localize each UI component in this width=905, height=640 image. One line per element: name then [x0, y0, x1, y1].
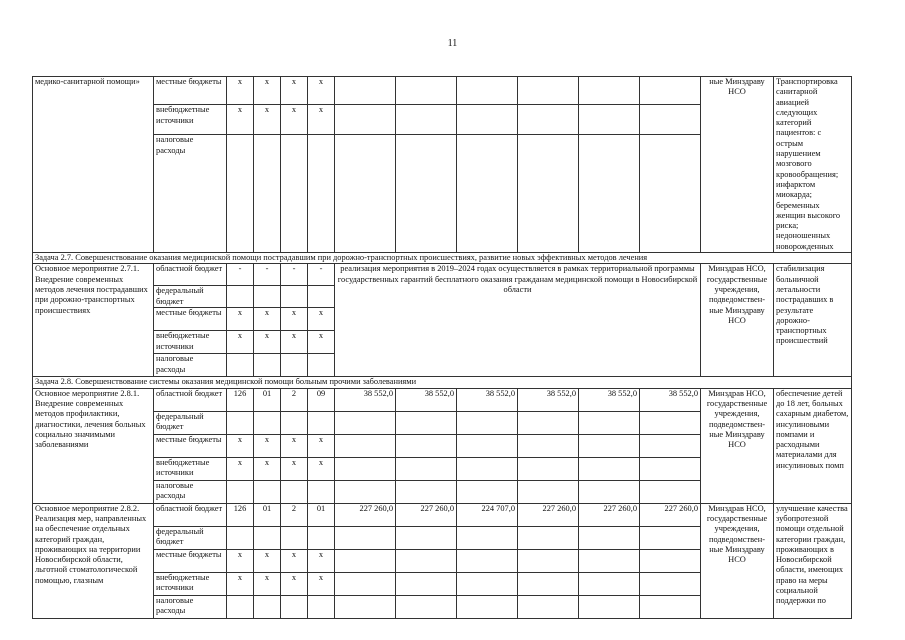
year-value: [457, 595, 518, 618]
year-value: [579, 105, 640, 135]
budget-code: -: [227, 264, 254, 286]
budget-code: [227, 480, 254, 503]
table-row: [33, 77, 852, 105]
budget-code: х: [254, 572, 281, 595]
budget-code: [308, 480, 335, 503]
funding-source: областной бюджет: [154, 503, 227, 526]
expected-result: Транспортировка санитарной авиацией следующих категорий пациентов: с острым нарушением мозгового кровообращения; инфарктом миокарда; беременных женщин высокого риска; недоношенных новорожденных: [774, 77, 852, 253]
budget-code: х: [227, 572, 254, 595]
task-title: Задача 2.7. Совершенствование оказания медицинской помощи пострадавшим при дорожно-транспортных происшествиях, развитие новых эффективных методов лечения: [33, 253, 852, 264]
budget-code: [281, 286, 308, 308]
budget-code: х: [308, 549, 335, 572]
merged-note: реализация мероприятия в 2019–2024 годах осуществляется в рамках территориальной программы государственных гарантий бесплатного оказания гражданам медицинской помощи в Новосибирской области: [335, 264, 701, 377]
year-value: [396, 480, 457, 503]
budget-code: 01: [254, 503, 281, 526]
budget-code: [254, 526, 281, 549]
budget-code: 09: [308, 388, 335, 411]
budget-code: [254, 411, 281, 434]
year-value: 38 552,0: [457, 388, 518, 411]
year-value: [457, 549, 518, 572]
budget-code: х: [281, 434, 308, 457]
year-value: [396, 411, 457, 434]
expected-result: стабилизация больничной летальности пострадавших в результате дорожно-транспортных происшествий: [774, 264, 852, 377]
year-value: [335, 480, 396, 503]
executor: Минздрав НСО, государственные учреждения, подведомствен-ные Минздраву НСО: [701, 388, 774, 503]
budget-code: х: [254, 105, 281, 135]
budget-code: [227, 526, 254, 549]
year-value: [579, 434, 640, 457]
funding-source: внебюджетные источники: [154, 572, 227, 595]
budget-code: -: [308, 264, 335, 286]
year-value: [579, 480, 640, 503]
budget-code: х: [227, 308, 254, 331]
year-value: 227 260,0: [335, 503, 396, 526]
year-value: [579, 135, 640, 253]
budget-code: 2: [281, 388, 308, 411]
funding-source: налоговые расходы: [154, 135, 227, 253]
budget-code: [308, 135, 335, 253]
budget-code: [308, 411, 335, 434]
year-value: [640, 411, 701, 434]
year-value: [579, 457, 640, 480]
budget-code: х: [308, 77, 335, 105]
year-value: 227 260,0: [518, 503, 579, 526]
year-value: [518, 480, 579, 503]
budget-code: х: [227, 77, 254, 105]
year-value: 38 552,0: [396, 388, 457, 411]
budget-code: х: [254, 457, 281, 480]
event-name: Основное мероприятие 2.7.1. Внедрение современных методов лечения пострадавших при дорожно-транспортных происшествиях: [33, 264, 154, 377]
year-value: [579, 549, 640, 572]
year-value: [457, 526, 518, 549]
budget-code: х: [308, 105, 335, 135]
expected-result: улучшение качества зубопротезной помощи отдельной категории граждан, проживающих в Новосибирской области, имеющих право на меры социальной поддержки по: [774, 503, 852, 618]
event-name: медико-санитарной помощи»: [33, 77, 154, 253]
executor: ные Минздраву НСО: [701, 77, 774, 253]
year-value: [335, 135, 396, 253]
budget-code: [281, 411, 308, 434]
table-row: [33, 503, 852, 526]
budget-code: х: [281, 572, 308, 595]
budget-code: [281, 595, 308, 618]
year-value: [335, 595, 396, 618]
budget-code: 126: [227, 388, 254, 411]
budget-code: х: [254, 331, 281, 354]
year-value: [518, 77, 579, 105]
budget-code: х: [308, 457, 335, 480]
year-value: [640, 526, 701, 549]
budget-code: [254, 480, 281, 503]
year-value: 38 552,0: [518, 388, 579, 411]
year-value: [335, 549, 396, 572]
funding-source: областной бюджет: [154, 264, 227, 286]
budget-code: х: [227, 434, 254, 457]
year-value: [579, 595, 640, 618]
budget-code: х: [227, 105, 254, 135]
task-title: Задача 2.8. Совершенствование системы оказания медицинской помощи больным прочими заболеваниями: [33, 377, 852, 388]
year-value: [518, 135, 579, 253]
year-value: [335, 526, 396, 549]
year-value: [518, 526, 579, 549]
year-value: [396, 549, 457, 572]
budget-code: [308, 354, 335, 377]
year-value: [640, 480, 701, 503]
budget-code: [308, 595, 335, 618]
budget-code: х: [254, 434, 281, 457]
funding-source: внебюджетные источники: [154, 331, 227, 354]
year-value: 38 552,0: [335, 388, 396, 411]
budget-code: -: [281, 264, 308, 286]
year-value: [640, 457, 701, 480]
funding-source: местные бюджеты: [154, 308, 227, 331]
funding-source: федеральный бюджет: [154, 411, 227, 434]
year-value: [396, 526, 457, 549]
budget-code: [227, 354, 254, 377]
budget-code: х: [281, 331, 308, 354]
budget-code: [281, 354, 308, 377]
budget-code: [227, 135, 254, 253]
funding-source: внебюджетные источники: [154, 105, 227, 135]
table-row: [33, 388, 852, 411]
funding-source: федеральный бюджет: [154, 526, 227, 549]
budget-code: х: [254, 308, 281, 331]
year-value: [518, 105, 579, 135]
budget-code: 126: [227, 503, 254, 526]
year-value: [396, 135, 457, 253]
budget-code: х: [281, 549, 308, 572]
year-value: [579, 572, 640, 595]
year-value: [396, 595, 457, 618]
budget-code: х: [281, 457, 308, 480]
budget-code: [254, 354, 281, 377]
budget-code: х: [227, 331, 254, 354]
year-value: 224 707,0: [457, 503, 518, 526]
year-value: [518, 549, 579, 572]
year-value: [640, 434, 701, 457]
task-row: [33, 253, 852, 264]
budget-code: [308, 286, 335, 308]
budget-code: [254, 595, 281, 618]
budget-code: [227, 595, 254, 618]
task-row: [33, 377, 852, 388]
budget-code: х: [308, 572, 335, 595]
budget-code: 01: [254, 388, 281, 411]
budget-code: х: [308, 434, 335, 457]
year-value: [579, 526, 640, 549]
year-value: [518, 572, 579, 595]
budget-code: [281, 135, 308, 253]
year-value: [335, 77, 396, 105]
page-number: 11: [447, 38, 458, 49]
year-value: [335, 572, 396, 595]
budget-code: [227, 286, 254, 308]
budget-code: х: [281, 77, 308, 105]
budget-code: [308, 526, 335, 549]
budget-code: х: [308, 331, 335, 354]
expected-result: обеспечение детей до 18 лет, больных сахарным диабетом, инсулиновыми помпами и расходными материалами для инсулиновых помп: [774, 388, 852, 503]
year-value: [579, 77, 640, 105]
year-value: [579, 411, 640, 434]
year-value: [335, 434, 396, 457]
year-value: [640, 77, 701, 105]
year-value: [457, 434, 518, 457]
year-value: [640, 135, 701, 253]
year-value: [396, 434, 457, 457]
year-value: [457, 135, 518, 253]
budget-code: х: [227, 549, 254, 572]
funding-source: внебюджетные источники: [154, 457, 227, 480]
year-value: [518, 434, 579, 457]
year-value: [518, 457, 579, 480]
year-value: [457, 411, 518, 434]
budget-code: х: [227, 457, 254, 480]
year-value: 227 260,0: [579, 503, 640, 526]
funding-source: налоговые расходы: [154, 480, 227, 503]
year-value: [335, 105, 396, 135]
year-value: [640, 549, 701, 572]
funding-source: местные бюджеты: [154, 434, 227, 457]
budget-code: 01: [308, 503, 335, 526]
year-value: [457, 77, 518, 105]
budget-code: [227, 411, 254, 434]
funding-source: налоговые расходы: [154, 354, 227, 377]
year-value: [518, 595, 579, 618]
year-value: [396, 105, 457, 135]
budget-code: [281, 526, 308, 549]
year-value: [396, 77, 457, 105]
budget-code: х: [281, 308, 308, 331]
year-value: [518, 411, 579, 434]
funding-source: налоговые расходы: [154, 595, 227, 618]
budget-code: -: [254, 264, 281, 286]
budget-code: 2: [281, 503, 308, 526]
year-value: [640, 105, 701, 135]
funding-source: областной бюджет: [154, 388, 227, 411]
event-name: Основное мероприятие 2.8.2. Реализация мер, направленных на обеспечение отдельных категорий граждан, проживающих на территории Новосибирской области, льготной стоматологической помощью, глазным: [33, 503, 154, 618]
budget-code: х: [308, 308, 335, 331]
executor: Минздрав НСО, государственные учреждения, подведомствен-ные Минздраву НСО: [701, 503, 774, 618]
year-value: [457, 572, 518, 595]
year-value: 38 552,0: [640, 388, 701, 411]
program-table: [32, 76, 852, 619]
year-value: [457, 480, 518, 503]
budget-code: [281, 480, 308, 503]
year-value: 227 260,0: [396, 503, 457, 526]
table-row: [33, 264, 852, 286]
year-value: 227 260,0: [640, 503, 701, 526]
year-value: [335, 411, 396, 434]
year-value: 38 552,0: [579, 388, 640, 411]
year-value: [396, 457, 457, 480]
event-name: Основное мероприятие 2.8.1. Внедрение современных методов профилактики, диагностики, лечения больных социально значимыми заболеваниями: [33, 388, 154, 503]
budget-code: [254, 286, 281, 308]
year-value: [457, 457, 518, 480]
year-value: [396, 572, 457, 595]
year-value: [640, 572, 701, 595]
year-value: [457, 105, 518, 135]
funding-source: федеральный бюджет: [154, 286, 227, 308]
budget-code: х: [254, 549, 281, 572]
executor: Минздрав НСО, государственные учреждения, подведомствен-ные Минздраву НСО: [701, 264, 774, 377]
funding-source: местные бюджеты: [154, 549, 227, 572]
budget-code: [254, 135, 281, 253]
budget-code: х: [281, 105, 308, 135]
year-value: [335, 457, 396, 480]
budget-code: х: [254, 77, 281, 105]
year-value: [640, 595, 701, 618]
funding-source: местные бюджеты: [154, 77, 227, 105]
